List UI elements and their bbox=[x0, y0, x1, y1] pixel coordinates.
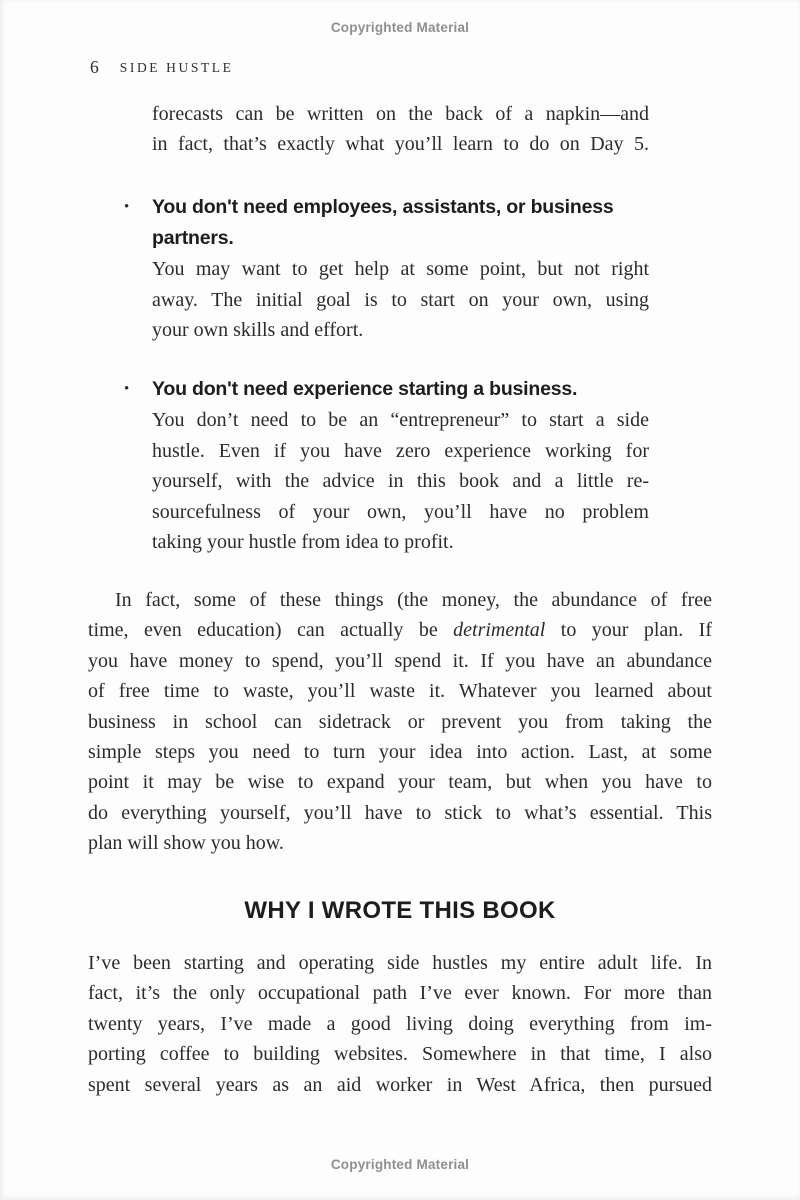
text-line: porting coffee to building websites. Somewhere in that time, I also bbox=[88, 1043, 712, 1066]
text-line: plan will show you how. bbox=[88, 832, 284, 855]
text-line: your own skills and effort. bbox=[152, 319, 364, 342]
section-heading-why-i-wrote-this-book: WHY I WROTE THIS BOOK bbox=[244, 897, 556, 924]
text-line: In fact, some of these things (the money, the abundance of free bbox=[115, 589, 712, 611]
copyright-notice-top: Copyrighted Material bbox=[330, 20, 470, 35]
bullet-item-experience bbox=[124, 374, 649, 558]
text-line: You don't need experience starting a business. bbox=[152, 378, 578, 400]
text-line: yourself, with the advice in this book and a little re- bbox=[152, 470, 649, 493]
paragraph-why-i-wrote bbox=[88, 948, 712, 1100]
text-line: twenty years, I’ve made a good living doing everything from im- bbox=[88, 1012, 712, 1035]
text-line: in fact, that’s exactly what you’ll learn to do on Day 5. bbox=[152, 133, 649, 156]
text-line: do everything yourself, you’ll have to stick to what’s essential. This bbox=[88, 801, 712, 824]
running-head-title: SIDE HUSTLE bbox=[119, 59, 234, 75]
bullet-body-employees bbox=[152, 254, 649, 346]
text-line: You may want to get help at some point, but not right bbox=[152, 258, 649, 280]
text-line: fact, it’s the only occupational path I’ve ever known. For more than bbox=[88, 982, 712, 1005]
paragraph-detrimental bbox=[88, 585, 712, 859]
text-line: hustle. Even if you have zero experience working for bbox=[152, 439, 649, 462]
bullet-heading-employees bbox=[152, 192, 649, 254]
bullet-icon: • bbox=[124, 381, 130, 397]
text-line: taking your hustle from idea to profit. bbox=[152, 531, 454, 554]
text-line: sourcefulness of your own, you’ll have no problem bbox=[152, 500, 649, 523]
text-line: You don’t need to be an “entrepreneur” to start a side bbox=[152, 409, 649, 431]
text-line: You don't need employees, assistants, or business bbox=[152, 196, 614, 218]
bullet-heading-experience bbox=[152, 374, 649, 405]
text-line: you have money to spend, you’ll spend it. If you have an abundance bbox=[88, 649, 712, 672]
text-line: time, even education) can actually be detrimental to your plan. If bbox=[88, 619, 712, 642]
text-line: partners. bbox=[152, 227, 234, 249]
text-line: forecasts can be written on the back of a napkin—and bbox=[152, 103, 649, 125]
page-number: 6 bbox=[90, 57, 99, 77]
bullet-body-experience bbox=[152, 405, 649, 558]
bullet-icon: • bbox=[124, 199, 130, 215]
page-header bbox=[90, 57, 233, 78]
text-line: of free time to waste, you’ll waste it. Whatever you learned about bbox=[88, 680, 712, 703]
copyright-notice-bottom: Copyrighted Material bbox=[330, 1157, 470, 1172]
text-line: I’ve been starting and operating side hustles my entire adult life. In bbox=[88, 952, 712, 974]
text-line: business in school can sidetrack or prevent you from taking the bbox=[88, 710, 712, 733]
text-line: simple steps you need to turn your idea into action. Last, at some bbox=[88, 741, 712, 764]
text-line: spent several years as an aid worker in West Africa, then pursued bbox=[88, 1073, 712, 1096]
text-line: point it may be wise to expand your team, but when you have to bbox=[88, 771, 712, 794]
text-line: away. The initial goal is to start on your own, using bbox=[152, 288, 649, 311]
list-continuation-paragraph bbox=[152, 99, 649, 160]
bullet-item-employees bbox=[124, 192, 649, 346]
